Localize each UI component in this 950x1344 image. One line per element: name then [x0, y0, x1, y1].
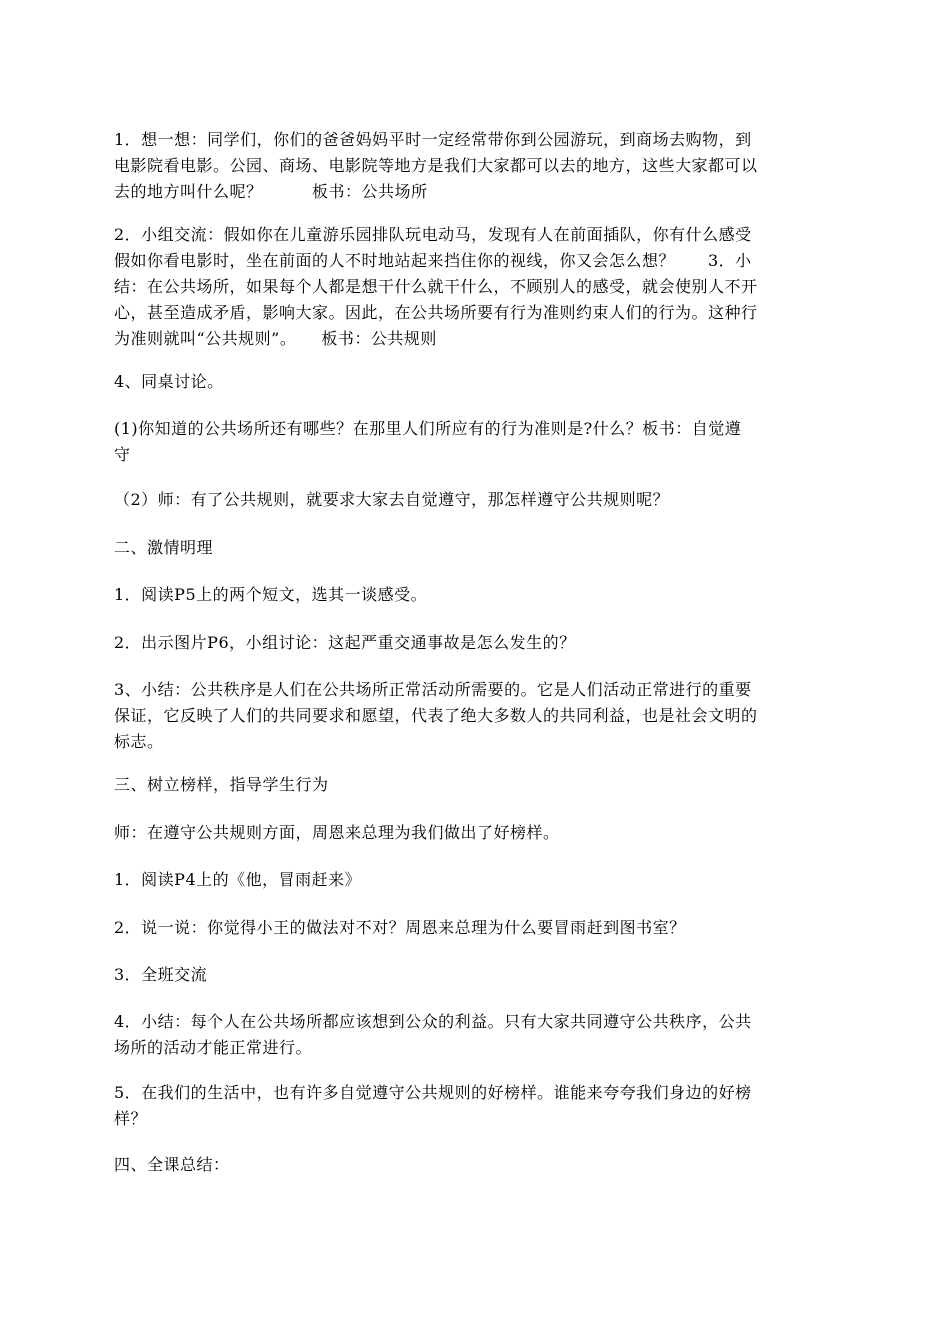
text-line: 去的地方叫什么呢？ 板书：公共场所: [114, 182, 428, 201]
paragraph-read-p5: [114, 582, 840, 608]
paragraph-question-2: [114, 487, 840, 513]
text-line: (1)你知道的公共场所还有哪些？在那里人们所应有的行为准则是?什么？板书：自觉遵: [114, 419, 742, 438]
paragraph-question-1: [114, 416, 840, 468]
section-heading-2: [114, 535, 840, 561]
text-line: 守: [114, 445, 131, 464]
text-line: 4、同桌讨论。: [114, 372, 224, 391]
paragraph-desk-discussion: [114, 369, 840, 395]
text-line: 1．阅读P5上的两个短文，选其一谈感受。: [114, 585, 428, 604]
text-line: 1．想一想：同学们，你们的爸爸妈妈平时一定经常带你到公园游玩，到商场去购物，到: [114, 130, 752, 149]
paragraph-read-p4: [114, 867, 840, 893]
text-line: 假如你看电影时，坐在前面的人不时地站起来挡住你的视线，你又会怎么想？ 3．小: [114, 251, 752, 270]
heading-text: 三、树立榜样，指导学生行为: [114, 775, 329, 794]
text-line: 5．在我们的生活中，也有许多自觉遵守公共规则的好榜样。谁能来夸夸我们身边的好榜: [114, 1083, 752, 1102]
paragraph-role-models: [114, 1080, 840, 1132]
text-line: 电影院看电影。公园、商场、电影院等地方是我们大家都可以去的地方，这些大家都可以: [114, 156, 758, 175]
section-heading-4: [114, 1152, 840, 1178]
heading-text: 四、全课总结：: [114, 1155, 230, 1174]
text-line: 结：在公共场所，如果每个人都是想干什么就干什么，不顾别人的感受，就会使别人不开: [114, 277, 758, 296]
paragraph-teacher: [114, 820, 840, 846]
text-line: 3、小结：公共秩序是人们在公共场所正常活动所需要的。它是人们活动正常进行的重要: [114, 680, 752, 699]
section-heading-3: [114, 772, 840, 798]
text-line: 场所的活动才能正常进行。: [114, 1038, 313, 1057]
text-line: 标志。: [114, 732, 164, 751]
text-line: 2．小组交流：假如你在儿童游乐园排队玩电动马，发现有人在前面插队，你有什么感受: [114, 225, 752, 244]
paragraph-think: [114, 127, 840, 205]
text-line: 保证，它反映了人们的共同要求和愿望，代表了绝大多数人的共同利益，也是社会文明的: [114, 706, 758, 725]
paragraph-class-exchange: [114, 962, 840, 988]
text-line: 2．出示图片P6，小组讨论：这起严重交通事故是怎么发生的？: [114, 633, 576, 652]
text-line: 为准则就叫“公共规则”。 板书：公共规则: [114, 329, 437, 348]
paragraph-show-picture: [114, 630, 840, 656]
text-line: 2．说一说：你觉得小王的做法对不对？周恩来总理为什么要冒雨赶到图书室？: [114, 918, 686, 937]
paragraph-summary-order: [114, 677, 840, 755]
text-line: 3．全班交流: [114, 965, 208, 984]
text-line: 师：在遵守公共规则方面，周恩来总理为我们做出了好榜样。: [114, 823, 560, 842]
text-line: 心，甚至造成矛盾，影响大家。因此，在公共场所要有行为准则约束人们的行为。这种行: [114, 303, 758, 322]
paragraph-say: [114, 915, 840, 941]
paragraph-summary-public: [114, 1009, 840, 1061]
text-line: 4．小结：每个人在公共场所都应该想到公众的利益。只有大家共同遵守公共秩序，公共: [114, 1012, 752, 1031]
text-line: 样？: [114, 1109, 148, 1128]
heading-text: 二、激情明理: [114, 538, 214, 557]
text-line: 1．阅读P4上的《他，冒雨赶来》: [114, 870, 362, 889]
paragraph-group-discussion: [114, 222, 840, 352]
text-line: （2）师：有了公共规则，就要求大家去自觉遵守，那怎样遵守公共规则呢？: [114, 490, 670, 509]
